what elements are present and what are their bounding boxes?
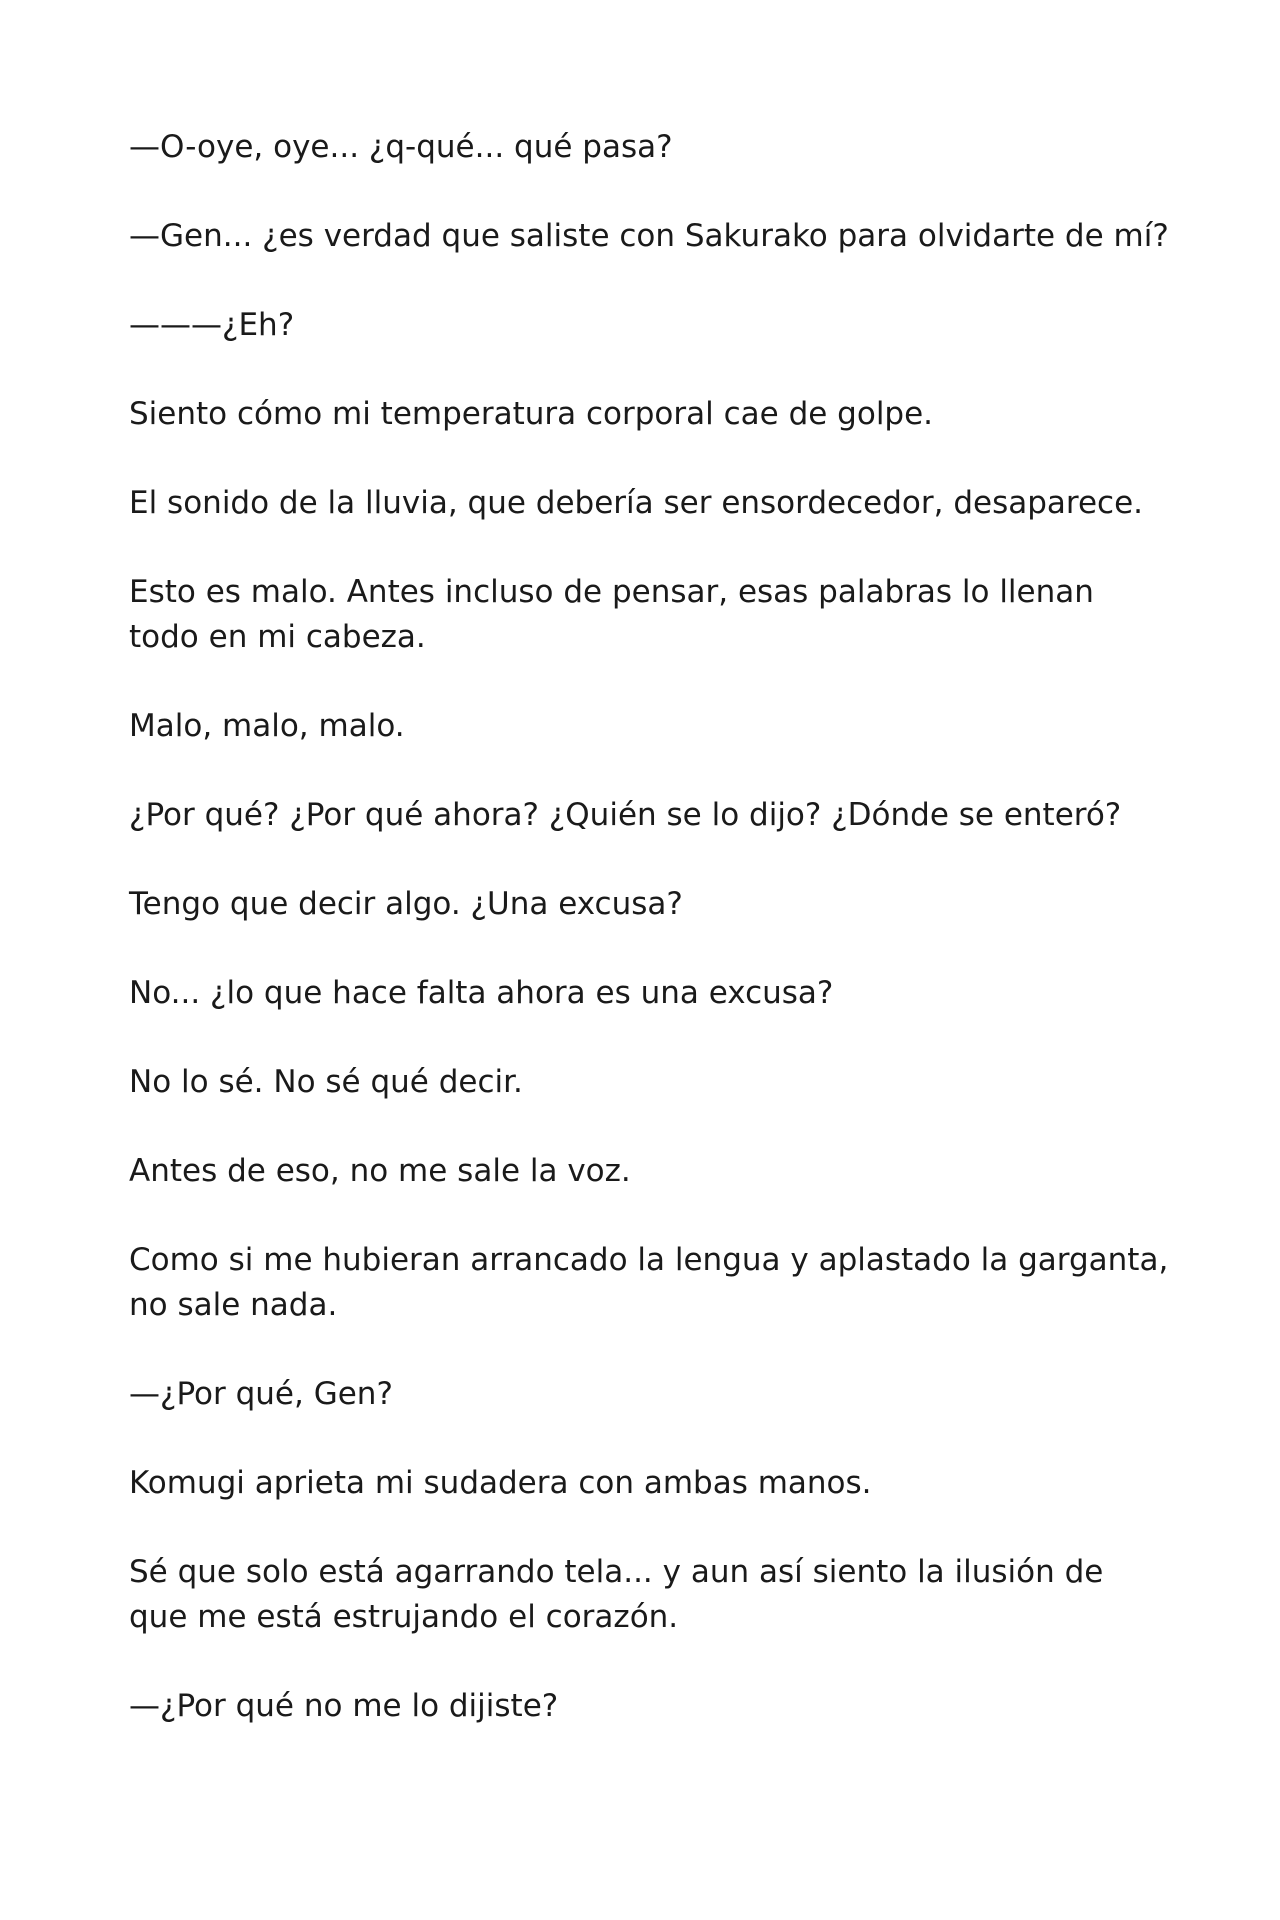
paragraph-1: —O-oye, oye... ¿q-qué... qué pasa? <box>129 129 673 165</box>
paragraph-5: El sonido de la lluvia, que debería ser ensordecedor, desaparece. <box>129 485 1143 521</box>
paragraph-6: Esto es malo. Antes incluso de pensar, esas palabras lo llenan todo en mi cabeza. <box>129 574 1094 655</box>
paragraph-3: ———¿Eh? <box>129 307 295 343</box>
paragraph-10: No... ¿lo que hace falta ahora es una excusa? <box>129 975 834 1011</box>
paragraph-12: Antes de eso, no me sale la voz. <box>129 1153 631 1189</box>
paragraph-17: —¿Por qué no me lo dijiste? <box>129 1688 559 1724</box>
paragraph-11: No lo sé. No sé qué decir. <box>129 1064 523 1100</box>
paragraph-9: Tengo que decir algo. ¿Una excusa? <box>129 886 683 922</box>
paragraph-15: Komugi aprieta mi sudadera con ambas manos. <box>129 1465 872 1501</box>
paragraph-8: ¿Por qué? ¿Por qué ahora? ¿Quién se lo dijo? ¿Dónde se enteró? <box>129 797 1122 833</box>
paragraph-7: Malo, malo, malo. <box>129 708 405 744</box>
paragraph-13: Como si me hubieran arrancado la lengua y aplastado la garganta, no sale nada. <box>129 1242 1169 1323</box>
paragraph-2: —Gen... ¿es verdad que saliste con Sakurako para olvidarte de mí? <box>129 218 1169 254</box>
paragraph-4: Siento cómo mi temperatura corporal cae de golpe. <box>129 396 934 432</box>
paragraph-16: Sé que solo está agarrando tela... y aun así siento la ilusión de que me está estrujando el corazón. <box>129 1554 1104 1635</box>
paragraph-14: —¿Por qué, Gen? <box>129 1376 393 1412</box>
